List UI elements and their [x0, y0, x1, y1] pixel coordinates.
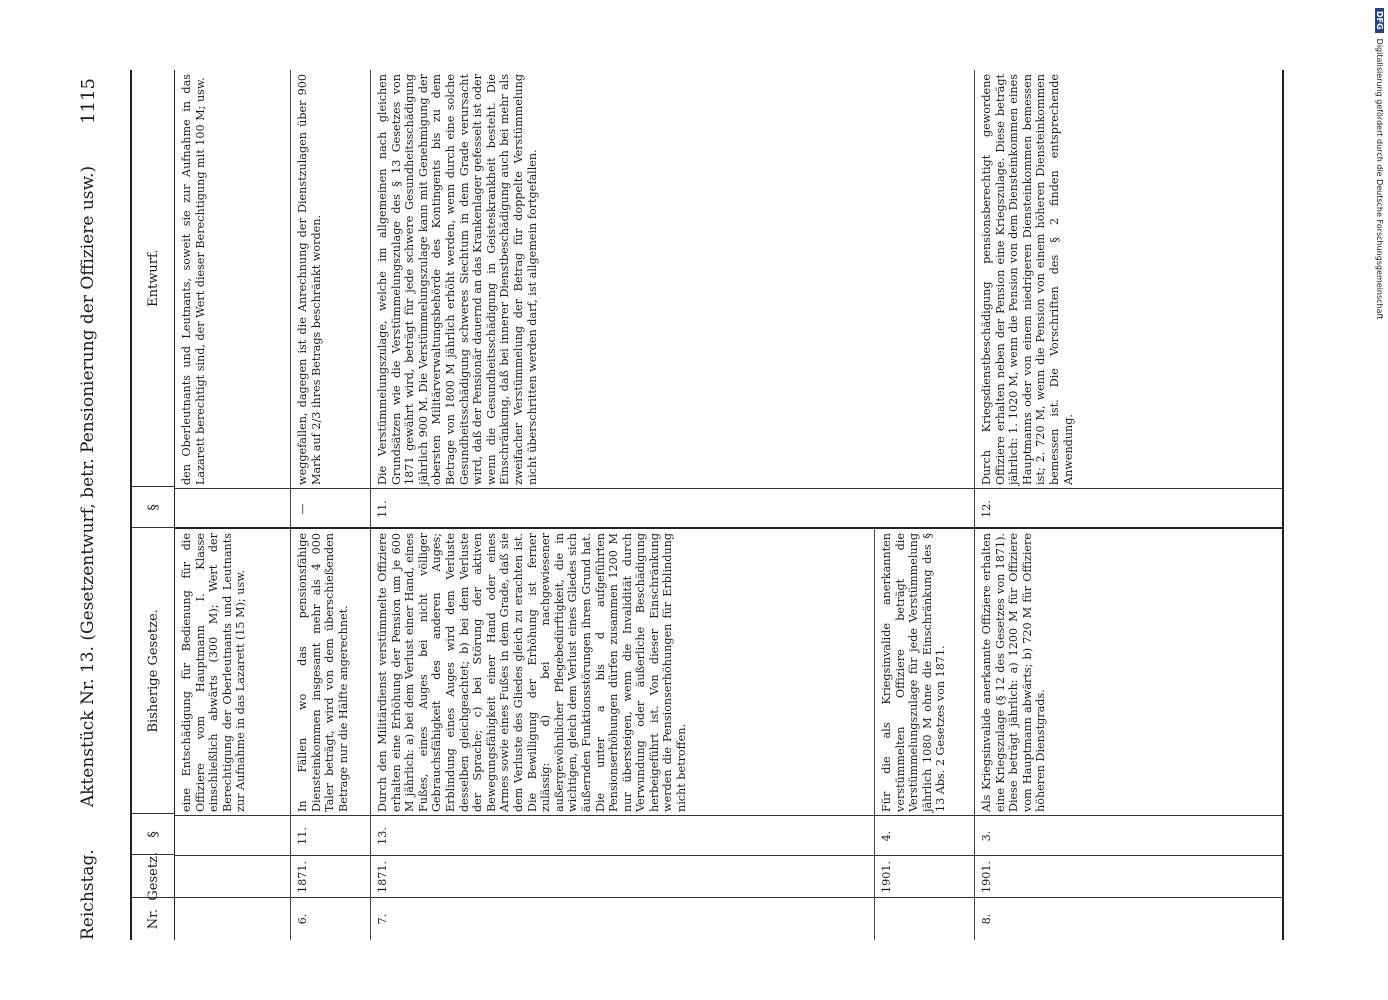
cell-bisherige: In Fällen wo das pensionsfähige Diensteinkommen insgesamt mehr als 4 000 Taler beträgt, wird von dem überschießenden Betrage nur die Hälfte angerechnet.	[296, 533, 350, 812]
cell-gesetz: 1901.	[880, 860, 893, 894]
cell-paragraph-old: 13.	[376, 827, 389, 845]
table-row	[294, 70, 352, 940]
row-divider	[874, 529, 875, 940]
cell-paragraph-old: 11.	[296, 827, 309, 845]
cell-paragraph-old	[178, 816, 250, 856]
cell-entwurf: Die Verstümmelungszulage, welche im allgemeinen nach gleichen Grundsätzen wie die Verstümmelungszulage des § 13 Gesetzes von 1871 gewährt wird, beträgt für jede schwere Gesundheitsschädigung jährlich 900 M. Die Verstümmelungszulage kann mit Genehmigung der obersten Militärverwaltungsbehörde des Kontingents bis zu dem Betrage von 1800 M jährlich erhöht werden, wenn durch eine solche Gesundheitsschädigung schweres Siechtum in dem Grade verursacht wird, daß der Pensionär dauernd an das Krankenlager gefesselt ist oder wenn die Gesundheitsschädigung in Geisteskrankheit besteht. Die Einschränkung, daß bei innerer Dienstbeschädigung auch bei mehr als zweifacher Verstümmelung der Betrag für doppelte Verstümmelung nicht überschritten werden darf, ist allgemein fortgefallen.	[376, 74, 539, 485]
cell-paragraph-new: 11.	[376, 500, 389, 518]
comparison-table	[130, 70, 1284, 940]
page-number: 1115	[77, 78, 99, 124]
cell-nr: 6.	[296, 913, 309, 925]
cell-entwurf: Durch Kriegsdienstbeschädigung pensionsberechtigt gewordene Offiziere erhalten neben der Pension eine Kriegszulage. Diese beträgt jährlich: 1. 1020 M, wenn die Pension von dem Diensteinkommen eines Hauptmanns oder von einem niedrigeren Diensteinkommen bemessen ist; 2. 720 M, wenn die Pension von einem höheren Diensteinkommen bemessen ist. Die Vorschriften des § 2 finden entsprechende Anwendung.	[980, 74, 1075, 485]
cell-gesetz: 1871.	[376, 860, 389, 894]
cell-paragraph-old: 3.	[980, 830, 993, 842]
row-divider	[974, 70, 975, 940]
dfg-credit	[1372, 8, 1388, 998]
row-divider	[370, 70, 371, 940]
header-title: Aktenstück Nr. 13. (Gesetzentwurf, betr. Pensionierung der Offiziere usw.)	[78, 165, 98, 808]
cell-bisherige: Für die als Kriegsinvalide anerkannten verstümmelten Offiziere beträgt die Verstümmelungszulage für jede Verstümmelung jährlich 1080 M ohne die Einschränkung des § 13 Abs. 2 Gesetzes von 1871.	[880, 533, 948, 812]
cell-gesetz	[178, 856, 250, 898]
cell-nr: 7.	[376, 913, 389, 925]
table-row	[178, 70, 250, 940]
cell-nr	[878, 898, 950, 940]
col-header-paragraph-new: §	[132, 486, 174, 527]
cell-nr: 8.	[980, 913, 993, 925]
col-header-paragraph-old: §	[132, 813, 174, 854]
cell-paragraph-new: 12.	[980, 500, 993, 518]
table-row	[878, 70, 950, 940]
cell-paragraph-new: —	[296, 503, 309, 515]
row-divider	[290, 70, 291, 940]
cell-paragraph-old: 4.	[880, 830, 893, 842]
col-header-bisherige-gesetze: Bisherige Gesetze.	[132, 527, 174, 813]
document-body	[60, 70, 1290, 940]
cell-entwurf: den Oberleutnants und Leutnants, soweit sie zur Aufnahme in das Lazarett berechtigt sind, der Wert dieser Berechtigung mit 100 M; usw.	[180, 74, 207, 485]
running-header	[60, 70, 116, 940]
cell-gesetz: 1901.	[980, 860, 993, 894]
col-header-nr: Nr.	[132, 897, 174, 940]
dfg-credit-text: Digitalisierung gefördert durch die Deutsche Forschungsgemeinschaft	[1375, 38, 1385, 320]
dfg-logo: DFG	[1376, 8, 1385, 33]
cell-paragraph-new	[178, 489, 250, 529]
cell-bisherige: eine Entschädigung für Bedienung für die Offiziere vom Hauptmann I. Klasse einschließlich abwärts (300 M); Wert der Berechtigung der Oberleutnants und Leutnants zur Aufnahme in das Lazarett (15 M); usw.	[180, 533, 248, 812]
header-left: Reichstag.	[78, 849, 98, 940]
cell-paragraph-new	[878, 489, 950, 529]
table-row	[978, 70, 1077, 940]
cell-gesetz: 1871.	[296, 860, 309, 894]
col-header-entwurf: Entwurf.	[145, 249, 161, 307]
table-row	[374, 70, 691, 940]
table-header	[132, 70, 175, 940]
col-header-gesetz: Gesetz.	[132, 854, 174, 897]
cell-entwurf: weggefallen, dagegen ist die Anrechnung der Dienstzulagen über 900 Mark auf 2/3 ihres Betrags beschränkt worden.	[296, 74, 323, 485]
cell-nr	[178, 898, 250, 940]
cell-bisherige: Als Kriegsinvalide anerkannte Offiziere erhalten eine Kriegszulage (§ 12 des Gesetzes von 1871). Diese beträgt jährlich: a) 1200 M für Offiziere vom Hauptmann abwärts; b) 720 M für Offiziere höheren Dienstgrads.	[980, 533, 1048, 812]
cell-bisherige: Durch den Militärdienst verstümmelte Offiziere erhalten eine Erhöhung der Pension um je 600 M jährlich: a) bei dem Verlust einer Hand, eines Fußes, eines Auges bei nicht völliger Gebrauchsfähigkeit des anderen Auges; Erblindung eines Auges wird dem Verluste desselben gleichgeachtet; b) bei dem Verluste der Sprache; c) bei Störung der aktiven Bewegungsfähigkeit einer Hand oder eines Armes sowie eines Fußes in dem Grade, daß sie dem Verluste des Gliedes gleich zu erachten ist. Die Bewilligung der Erhöhung ist ferner zulässig: d) bei nachgewiesener außergewöhnlicher Pflegebedürftigkeit, die in wichtigen, gleich dem Verlust eines Gliedes sich äußernden Funktionsstörungen ihren Grund hat. Die unter a bis d aufgeführten Pensionserhöhungen dürfen zusammen 1200 M nur übersteigen, wenn die Invalidität durch Verwundung oder äußerliche Beschädigung herbeigeführt ist. Von dieser Einschränkung werden die Pensionserhöhungen für Erblindung nicht betroffen.	[376, 533, 689, 812]
